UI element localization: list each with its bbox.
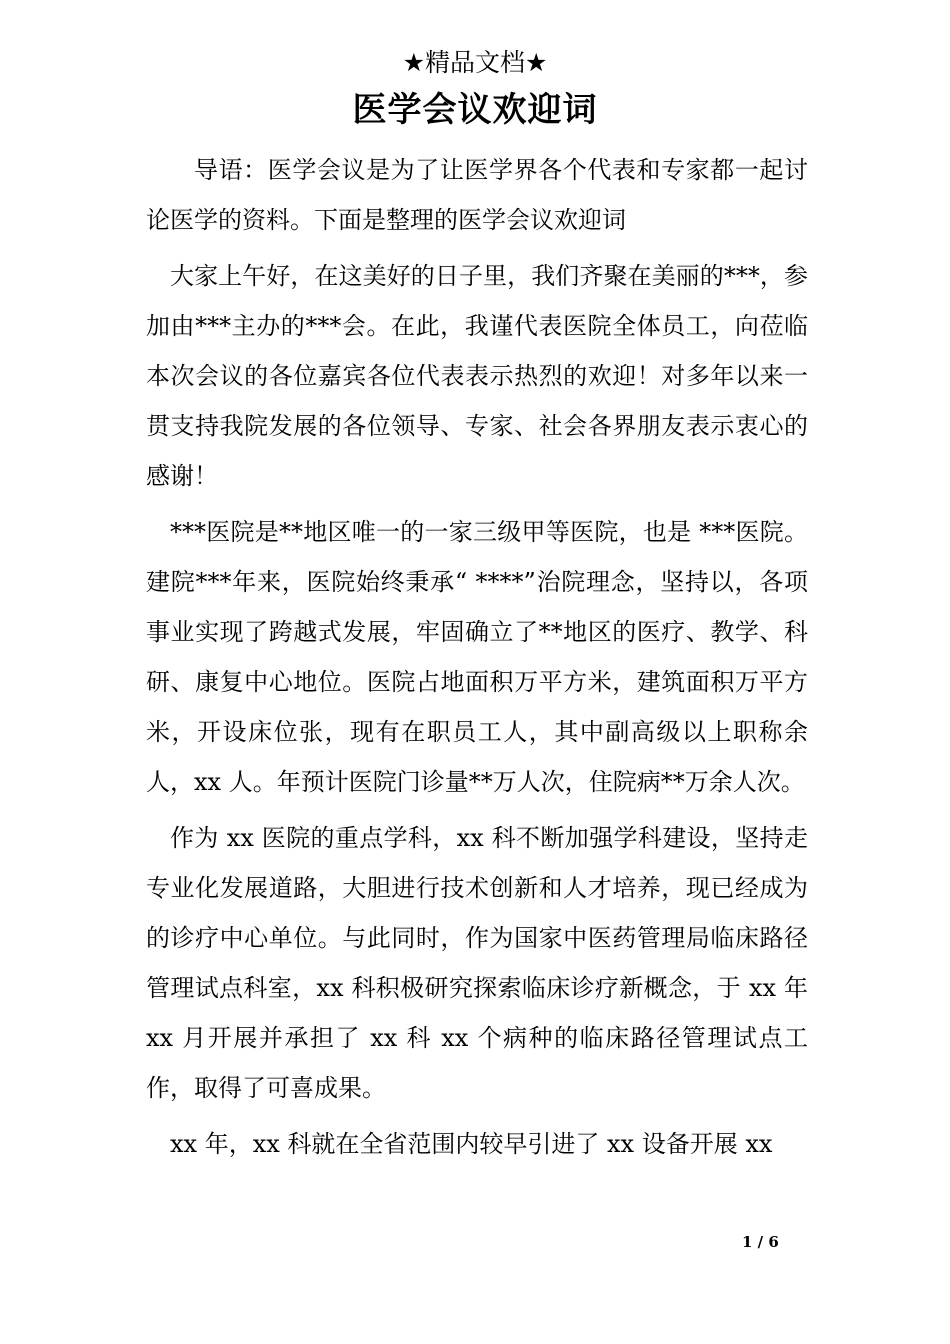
intro-paragraph: 导语：医学会议是为了让医学界各个代表和专家都一起讨论医学的资料。下面是整理的医学会议欢迎词 <box>146 156 808 234</box>
body-paragraph: xx 年，xx 科就在全省范围内较早引进了 xx 设备开展 xx <box>170 1130 773 1158</box>
page-number: 1 / 6 <box>742 1233 779 1251</box>
body-paragraph: ***医院是**地区唯一的一家三级甲等医院，也是 ***医院。建院***年来，医院始终秉承“ ****”治院理念，坚持以，各项事业实现了跨越式发展，牢固确立了**地区的医疗、教学、科研、康复中心地位。医院占地面积万平方米，建筑面积万平方米，开设床位张，现有在职员工人，其中副高级以上职称余人，xx 人。年预计医院门诊量**万人次，住院病**万余人次。 <box>146 518 808 796</box>
document-title: 医学会议欢迎词 <box>352 90 598 130</box>
body-paragraph: 大家上午好，在这美好的日子里，我们齐聚在美丽的***，参加由***主办的***会。在此，我谨代表医院全体员工，向莅临本次会议的各位嘉宾各位代表表示热烈的欢迎！对多年以来一贯支持我院发展的各位领导、专家、社会各界朋友表示衷心的感谢！ <box>146 262 808 490</box>
document-body <box>146 145 808 1175</box>
body-paragraph: 作为 xx 医院的重点学科，xx 科不断加强学科建设，坚持走专业化发展道路，大胆进行技术创新和人才培养，现已经成为的诊疗中心单位。与此同时，作为国家中医药管理局临床路径管理试点科室，xx 科积极研究探索临床诊疗新概念，于 xx 年 xx 月开展并承担了 xx 科 xx 个病种的临床路径管理试点工作，取得了可喜成果。 <box>146 824 808 1102</box>
page-header: ★精品文档★ <box>402 48 548 77</box>
